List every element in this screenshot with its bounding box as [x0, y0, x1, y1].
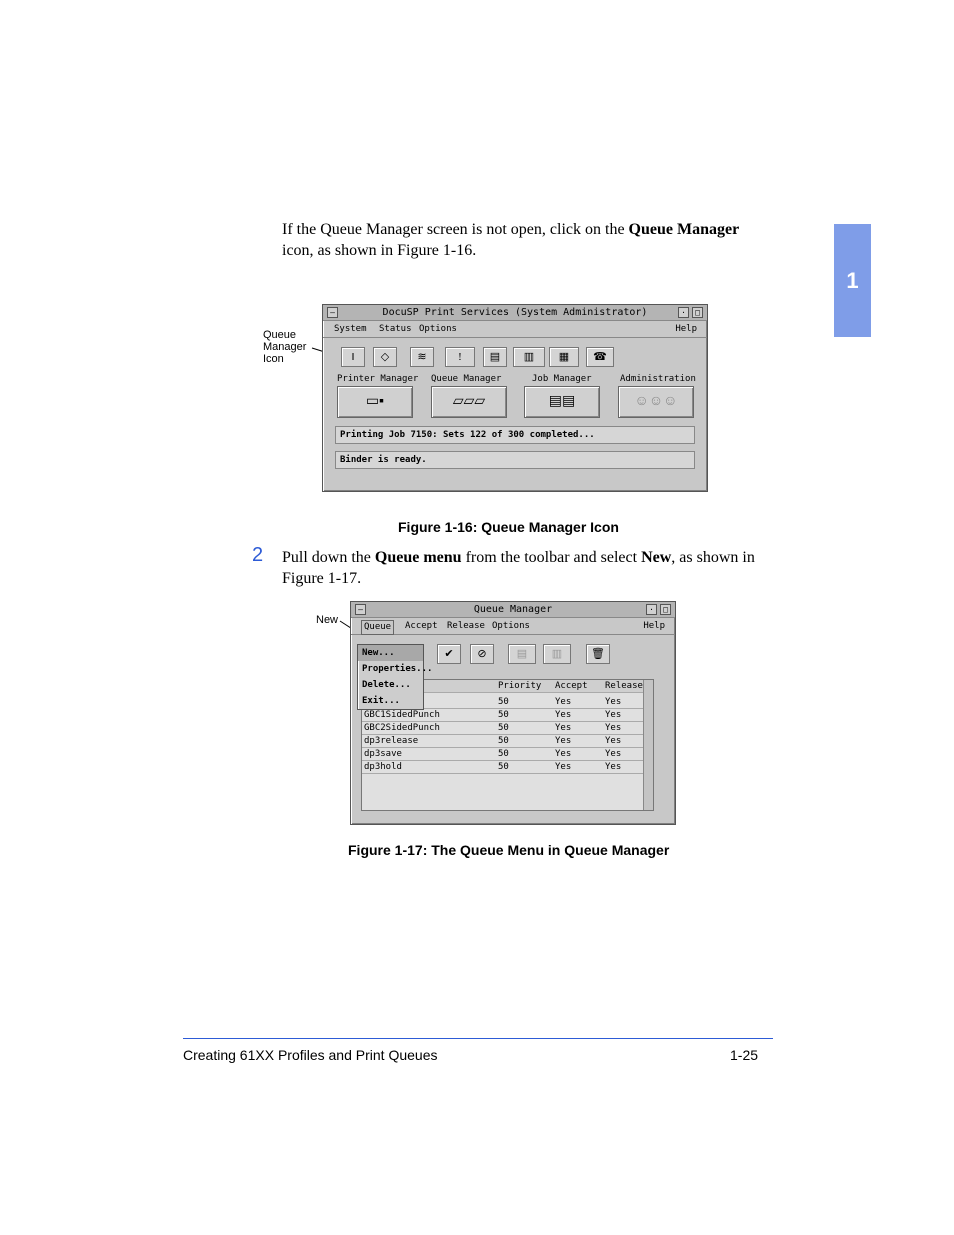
release-icon[interactable]: ▤: [508, 644, 536, 664]
table-row[interactable]: [362, 709, 653, 722]
alert-icon[interactable]: !: [445, 347, 475, 367]
menu-item-properties[interactable]: Properties...: [362, 664, 433, 674]
queue-accept: Yes: [555, 749, 572, 759]
queue-manager-button[interactable]: [431, 386, 507, 418]
trash-icon[interactable]: 🗑: [586, 644, 610, 664]
queue-priority: 50: [498, 697, 509, 707]
queue-priority: 50: [498, 749, 509, 759]
column-release[interactable]: Release: [605, 681, 643, 691]
docusp-window: [322, 304, 708, 492]
new-callout: New: [316, 614, 339, 626]
queue-accept: Yes: [555, 723, 572, 733]
menu-help[interactable]: Help: [675, 324, 697, 334]
pause-icon[interactable]: ‖: [341, 347, 365, 367]
menubar: [323, 321, 707, 338]
window-title: Queue Manager: [473, 604, 553, 615]
administration-button[interactable]: [618, 386, 694, 418]
printer-small-icon[interactable]: ▦: [549, 347, 579, 367]
queue-manager-label: Queue Manager: [431, 374, 502, 384]
maximize-icon[interactable]: □: [692, 307, 703, 318]
documents-icon[interactable]: ▥: [513, 347, 545, 367]
menu-release[interactable]: Release: [447, 621, 485, 631]
queue-accept: Yes: [555, 762, 572, 772]
intro-text-after: icon, as shown in Figure 1-16.: [282, 242, 477, 259]
menu-status[interactable]: Status: [379, 324, 412, 334]
queue-accept: Yes: [555, 697, 572, 707]
queue-name: GBC1SidedPunch: [364, 710, 440, 720]
stack-icon[interactable]: ≋: [410, 347, 434, 367]
menu-item-new[interactable]: New...: [358, 645, 423, 661]
status-printing: Printing Job 7150: Sets 122 of 300 completed...: [335, 426, 695, 444]
queue-icon: ▱▱▱: [452, 394, 486, 409]
people-icon: ☺☺☺: [634, 394, 678, 409]
column-priority[interactable]: Priority: [498, 681, 542, 691]
printer-icon: ▭▪: [365, 394, 385, 409]
queue-release: Yes: [605, 749, 622, 759]
menu-accept[interactable]: Accept: [405, 621, 438, 631]
callout-line: Icon: [263, 353, 284, 365]
administration-label: Administration: [620, 374, 696, 384]
printer-manager-button[interactable]: [337, 386, 413, 418]
table-row[interactable]: [362, 735, 653, 748]
figure16-caption: Figure 1-16: Queue Manager Icon: [398, 519, 619, 535]
minimize-icon[interactable]: ·: [646, 604, 657, 615]
column-accept[interactable]: Accept: [555, 681, 588, 691]
queue-name: dp3hold: [364, 762, 402, 772]
step2-bold: New: [641, 549, 672, 566]
job-manager-label: Job Manager: [532, 374, 592, 384]
menu-options[interactable]: Options: [492, 621, 530, 631]
figure17-caption: Figure 1-17: The Queue Menu in Queue Manager: [348, 842, 670, 858]
menu-item-delete[interactable]: Delete...: [362, 680, 411, 690]
queue-accept: Yes: [555, 736, 572, 746]
table-row[interactable]: [362, 748, 653, 761]
queue-name: GBC2SidedPunch: [364, 723, 440, 733]
step2-paragraph: [282, 547, 772, 589]
table-scrollbar[interactable]: [643, 680, 653, 810]
queue-name: dp3save: [364, 749, 402, 759]
window-title: DocuSP Print Services (System Administrator): [382, 307, 648, 318]
queue-priority: 50: [498, 762, 509, 772]
diamond-icon[interactable]: ◇: [373, 347, 397, 367]
queue-priority: 50: [498, 710, 509, 720]
queue-release: Yes: [605, 697, 622, 707]
printer-manager-label: Printer Manager: [337, 374, 419, 384]
queue-manager-window: [350, 601, 676, 825]
intro-bold: Queue Manager: [628, 221, 740, 238]
queue-release: Yes: [605, 762, 622, 772]
queue-accept: Yes: [555, 710, 572, 720]
reject-icon[interactable]: ⊘: [470, 644, 494, 664]
window-menu-icon[interactable]: –: [355, 604, 366, 615]
page-number: 1-25: [730, 1047, 759, 1063]
table-row[interactable]: [362, 761, 653, 774]
window-titlebar: [351, 602, 675, 618]
menu-system[interactable]: System: [334, 324, 367, 334]
menu-options[interactable]: Options: [419, 324, 457, 334]
chapter-tab: 1: [834, 224, 871, 337]
queue-priority: 50: [498, 736, 509, 746]
status-binder: [335, 451, 695, 469]
menu-queue[interactable]: Queue: [361, 620, 394, 635]
queue-name: dp3release: [364, 736, 419, 746]
minimize-icon[interactable]: ·: [678, 307, 689, 318]
step2-text: , as shown in Figure 1-17.: [282, 549, 755, 587]
step-number: 2: [252, 544, 264, 566]
window-titlebar: [323, 305, 707, 321]
intro-text: If the Queue Manager screen is not open, click on the: [282, 221, 629, 238]
callout-line: Queue: [263, 329, 297, 341]
footer-title: Creating 61XX Profiles and Print Queues: [183, 1047, 438, 1063]
menu-item-exit[interactable]: Exit...: [362, 696, 400, 706]
menubar: [351, 618, 675, 635]
job-icon: ▤▤: [548, 394, 576, 409]
status-binder-text: Binder is ready.: [340, 455, 427, 465]
queue-release: Yes: [605, 736, 622, 746]
queue-priority: 50: [498, 723, 509, 733]
step2-bold: Queue menu: [374, 549, 462, 566]
queue-dropdown-menu: [357, 644, 433, 710]
step2-text: from the toolbar and select: [461, 549, 642, 566]
queue-release: Yes: [605, 710, 622, 720]
accept-icon[interactable]: ✔: [437, 644, 461, 664]
maximize-icon[interactable]: □: [660, 604, 671, 615]
job-manager-button[interactable]: [524, 386, 600, 418]
window-menu-icon[interactable]: –: [327, 307, 338, 318]
hold-icon[interactable]: ▥: [543, 644, 571, 664]
queue-release: Yes: [605, 723, 622, 733]
footer-rule: [183, 1038, 773, 1039]
step2-text: Pull down the: [282, 549, 375, 566]
table-row[interactable]: [362, 722, 653, 735]
menu-help[interactable]: Help: [643, 621, 665, 631]
intro-paragraph: [282, 219, 772, 261]
phone-icon[interactable]: ☎: [586, 347, 614, 367]
document-icon[interactable]: ▤: [483, 347, 507, 367]
callout-line: Manager: [263, 341, 307, 353]
